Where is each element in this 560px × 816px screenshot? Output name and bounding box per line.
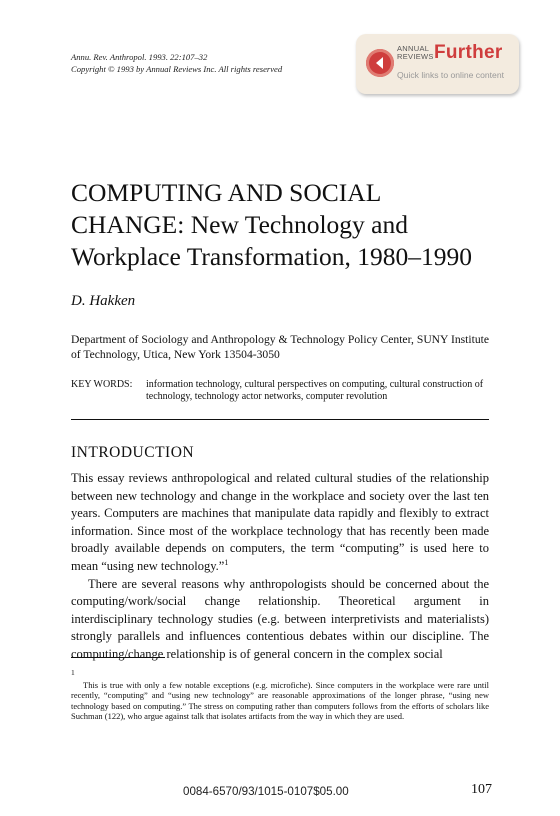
article-title bbox=[71, 177, 511, 273]
keywords-label: KEY WORDS: bbox=[71, 379, 133, 390]
paragraph-text: This essay reviews anthropological and related cultural studies of the relationship between new technology and change in the workplace and society over the last ten years. Computers are machines that manipulate data rapidly and flexibly to extract information. Since most of the workplace technology that has recently been made broadly available depends on computers, the term “computing” is used here to mean “using new technology.” bbox=[71, 471, 489, 573]
reviews-label: REVIEWS bbox=[397, 52, 434, 61]
arrow-left-icon bbox=[366, 49, 394, 77]
footnote-marker[interactable]: 1 bbox=[224, 557, 229, 567]
title-line: COMPUTING AND SOCIAL bbox=[71, 178, 382, 207]
paragraph: There are several reasons why anthropologists should be concerned about the computing/work/social change relationship. Theoretical argument in interdisciplinary technology studies (e.g. between interpretivists and materialists) strongly parallels and influences contentious debates within our discipline. The computing/change relationship is of general concern in the complex social bbox=[71, 576, 489, 661]
annual-label: ANNUAL bbox=[397, 44, 430, 53]
title-line: CHANGE: New Technology and bbox=[71, 210, 408, 239]
body-text bbox=[71, 470, 489, 664]
author-name: D. Hakken bbox=[71, 293, 136, 309]
footnote-text: This is true with only a few notable exceptions (e.g. microfiche). Since computers in the workplace were rare until recently, “computing” and “using new technology” are reasonable approximations of the longer phrase, “using new technology based on computing.” The stress on computing rather than computers follows from the efforts of scholars like Suchman (122), who argue against talk that isolates artifacts from the way in which they are used. bbox=[71, 680, 489, 722]
further-wordmark: Further bbox=[434, 42, 503, 63]
section-heading: INTRODUCTION bbox=[71, 444, 195, 461]
further-tagline: Quick links to online content bbox=[397, 70, 505, 80]
keywords-list: information technology, cultural perspectives on computing, cultural construction of technology, technology actor networks, computer revolution bbox=[146, 379, 484, 402]
title-line: Workplace Transformation, 1980–1990 bbox=[71, 242, 472, 271]
section-divider bbox=[71, 419, 489, 420]
page-number: 107 bbox=[471, 782, 492, 797]
article-code: 0084-6570/93/1015-0107$05.00 bbox=[183, 785, 349, 798]
journal-citation bbox=[71, 51, 282, 75]
author-affiliation: Department of Sociology and Anthropology & Technology Policy Center, SUNY Institute of Technology, Utica, New York 13504-3050 bbox=[71, 333, 489, 361]
journal-citation-line: Annu. Rev. Anthropol. 1993. 22:107–32 bbox=[71, 52, 208, 62]
footnote-number: 1 bbox=[71, 668, 75, 677]
copyright-line: Copyright © 1993 by Annual Reviews Inc. All rights reserved bbox=[71, 64, 283, 74]
paragraph bbox=[71, 470, 489, 576]
annual-reviews-label bbox=[397, 45, 434, 61]
footnote-divider bbox=[71, 657, 165, 658]
further-links-badge[interactable] bbox=[356, 34, 519, 94]
